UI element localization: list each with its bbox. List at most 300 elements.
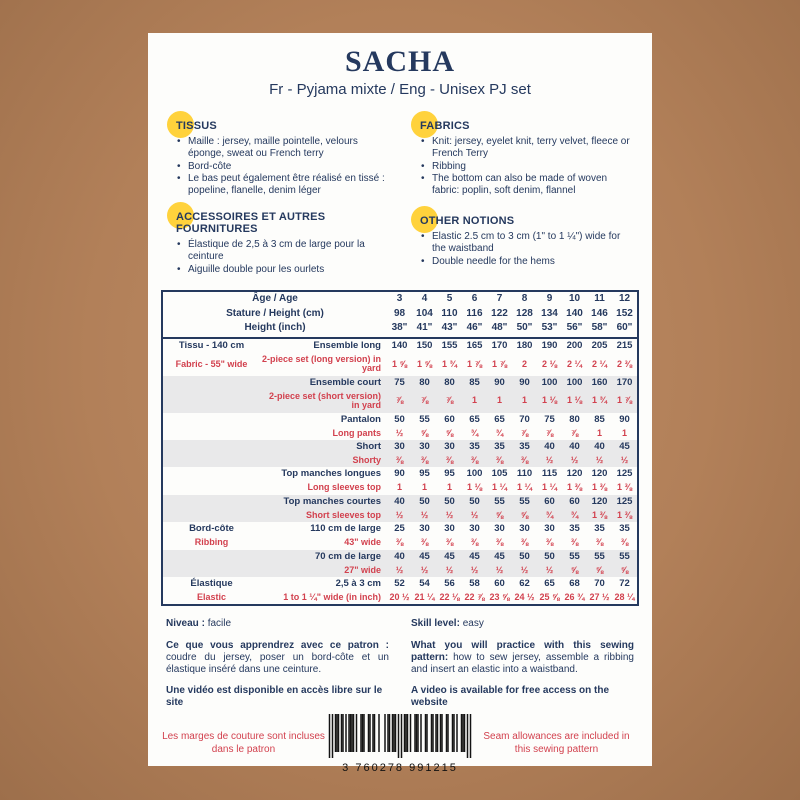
table-cell: 205 (591, 339, 608, 351)
header-value-cell: 116 (466, 307, 483, 319)
table-cell: 140 (391, 339, 408, 351)
level-line-fr: Niveau : facile (166, 618, 232, 630)
header-value-cell: 38" (387, 321, 412, 338)
table-cell: 2 ⅜ (616, 358, 632, 369)
table-cell: 1 ⅜ (616, 482, 632, 493)
table-cell: ¾ (562, 509, 587, 522)
group-label-cell (162, 440, 260, 454)
group-label-cell: Elastic (196, 591, 227, 602)
table-header-row (162, 291, 638, 307)
bottom-text (148, 618, 652, 709)
table-cell: 50 (394, 413, 405, 425)
table-cell: 60 (494, 578, 505, 589)
barcode-digits: 3 760278 991215 (342, 761, 458, 774)
table-cell: 2 ¼ (591, 358, 607, 369)
table-cell: 155 (441, 339, 458, 351)
table-cell: 1 ¼ (541, 482, 557, 493)
group-label-cell (162, 509, 260, 522)
table-cell: 30 (494, 523, 505, 535)
table-cell: ½ (412, 564, 437, 577)
table-cell: ½ (437, 509, 462, 522)
table-cell: ½ (437, 564, 462, 577)
table-cell: 26 ¾ (564, 591, 585, 602)
table-cell: 35 (462, 440, 487, 454)
table-cell: 35 (487, 440, 512, 454)
table-row (162, 376, 638, 390)
header-value-cell: 8 (521, 293, 528, 305)
bullet-item: • Maille : jersey, maille pointelle, velours éponge, sweat ou French terry (188, 136, 390, 160)
table-cell: 1 ⅜ (587, 509, 612, 522)
section-fabrics (410, 116, 634, 198)
table-row (162, 353, 638, 376)
row-label-cell: Long pants (332, 427, 381, 438)
table-cell: 125 (612, 495, 638, 509)
table-cell: 55 (612, 550, 638, 564)
table-cell: 1 ⅞ (612, 390, 638, 413)
row-label-cell: 70 cm de large (260, 550, 387, 564)
table-cell: 68 (569, 578, 580, 589)
table-row (162, 509, 638, 522)
table-cell: 30 (469, 523, 480, 535)
table-cell: ½ (412, 509, 437, 522)
row-label-cell: 2,5 à 3 cm (335, 578, 381, 589)
table-cell: 1 ¾ (441, 358, 457, 369)
video-line-fr: Une vidéo est disponible en accès libre sur le site (166, 685, 383, 709)
table-row (162, 440, 638, 454)
table-cell: 1 (512, 390, 537, 413)
group-label-cell (162, 481, 260, 494)
table-cell: ½ (462, 509, 487, 522)
table-cell: 24 ½ (514, 591, 535, 602)
table-cell: ⅜ (520, 537, 529, 548)
header-value-cell: 53" (537, 321, 562, 338)
table-cell: ⅜ (470, 537, 479, 548)
table-row (162, 338, 638, 353)
table-cell: 35 (594, 523, 605, 535)
section-notions (410, 211, 634, 276)
table-cell: 30 (437, 440, 462, 454)
table-cell: ⅜ (545, 537, 554, 548)
section-tissus-heading: TISSUS (176, 120, 217, 132)
row-label-cell: Short (260, 440, 387, 454)
table-cell: ⅝ (512, 509, 537, 522)
table-cell: ½ (487, 564, 512, 577)
table-cell: 1 ¾ (587, 390, 612, 413)
table-cell: 1 (421, 482, 427, 493)
table-cell: 80 (437, 376, 462, 390)
table-cell: ⅞ (520, 427, 529, 438)
table-cell: 30 (412, 440, 437, 454)
table-cell: 70 (519, 413, 530, 425)
barcode-bars-icon (325, 714, 475, 758)
table-cell: ⅜ (387, 454, 412, 467)
header-value-cell: 152 (616, 307, 633, 319)
group-label-cell: Tissu - 140 cm (178, 339, 245, 351)
table-cell: 27 ½ (589, 591, 610, 602)
table-cell: 100 (466, 468, 483, 480)
table-cell: 55 (419, 413, 430, 425)
table-cell: ⅜ (445, 537, 454, 548)
table-cell: 55 (512, 495, 537, 509)
seam-note-en: Seam allowances are included in this sewing pattern (483, 731, 630, 755)
table-cell: 21 ¼ (414, 591, 435, 602)
table-cell: 80 (569, 413, 580, 425)
bullet-item: • The bottom can also be made of woven fabric: poplin, soft denim, flannel (432, 173, 634, 197)
header-value-cell: 146 (591, 307, 608, 319)
table-cell: 160 (587, 376, 612, 390)
table-cell: 55 (487, 495, 512, 509)
table-cell: ⅝ (562, 564, 587, 577)
row-label-cell: 43" wide (344, 537, 381, 548)
table-cell: 180 (516, 339, 533, 351)
table-cell: 200 (566, 339, 583, 351)
header-value-cell: 48" (487, 321, 512, 338)
fabrics-bullet-list (410, 136, 634, 197)
table-cell: 40 (387, 495, 412, 509)
row-label-cell: Long sleeves top (307, 482, 381, 493)
table-row (162, 577, 638, 591)
header-value-cell: 12 (618, 293, 631, 305)
row-label-cell: 1 to 1 ¼" wide (in inch) (283, 591, 381, 602)
table-row (162, 495, 638, 509)
table-cell: 56 (444, 578, 455, 589)
bottom-english-column (411, 618, 634, 709)
table-cell: ⅝ (445, 427, 454, 438)
table-cell: 105 (491, 468, 508, 480)
table-cell: 90 (487, 376, 512, 390)
table-header-row (162, 307, 638, 322)
section-accessoires (166, 211, 390, 276)
table-cell: 85 (594, 413, 605, 425)
accessoires-bullet-list (166, 239, 390, 275)
notions-bullet-list (410, 231, 634, 267)
table-cell: 60 (444, 413, 455, 425)
table-cell: 1 ⅝ (416, 358, 432, 369)
table-cell: ⅝ (612, 564, 638, 577)
table-cell: 50 (412, 495, 437, 509)
table-cell: ½ (512, 564, 537, 577)
row-label-cell: Top manches longues (281, 468, 381, 480)
table-cell: 1 (396, 482, 402, 493)
header-value-cell: 5 (446, 293, 453, 305)
header-value-cell: 11 (594, 293, 605, 305)
table-row (162, 550, 638, 564)
group-label-cell (162, 495, 260, 509)
bullet-item: • Bord-côte (188, 161, 390, 173)
table-cell: ⅜ (412, 454, 437, 467)
table-cell: 1 (487, 390, 512, 413)
table-cell: 100 (562, 376, 587, 390)
table-cell: 190 (541, 339, 558, 351)
table-cell: 50 (437, 495, 462, 509)
table-cell: 1 ⅝ (391, 358, 407, 369)
table-cell: 75 (387, 376, 412, 390)
bullet-item: • Elastic 2.5 cm to 3 cm (1" to 1 ¼") wide for the waistband (432, 231, 634, 255)
table-cell: ½ (587, 454, 612, 467)
table-cell: 90 (619, 413, 630, 425)
group-label-cell (162, 454, 260, 467)
header-value-cell: 140 (566, 307, 583, 319)
table-cell: 165 (466, 339, 483, 351)
table-cell: 45 (487, 550, 512, 564)
table-cell: 30 (519, 523, 530, 535)
table-cell: ⅜ (495, 537, 504, 548)
pattern-envelope-back (148, 33, 652, 774)
table-cell: 45 (462, 550, 487, 564)
table-cell: ⅜ (462, 454, 487, 467)
table-cell: 75 (544, 413, 555, 425)
row-label-cell: Shorty (260, 454, 387, 467)
group-label-cell (162, 390, 260, 413)
table-cell: 1 ⅜ (591, 482, 607, 493)
table-cell: 65 (469, 413, 480, 425)
table-cell: 40 (387, 550, 412, 564)
table-cell: 85 (462, 376, 487, 390)
header-value-cell: 60" (612, 321, 638, 338)
table-cell: 95 (419, 468, 430, 480)
table-cell: 45 (437, 550, 462, 564)
table-cell: 1 ¼ (516, 482, 532, 493)
bullet-item: • Le bas peut également être réalisé en tissé : popeline, flanelle, denim léger (188, 173, 390, 197)
table-row (162, 522, 638, 536)
table-row (162, 454, 638, 467)
table-cell: ¾ (495, 427, 504, 438)
table-cell: 30 (444, 523, 455, 535)
table-cell: ⅜ (437, 454, 462, 467)
header-value-cell: 104 (416, 307, 433, 319)
table-cell: 115 (541, 468, 558, 480)
bullet-item: • Knit: jersey, eyelet knit, terry velvet, fleece or French Terry (432, 136, 634, 160)
table-cell: 1 ⅜ (612, 509, 638, 522)
table-cell: 1 ⅜ (566, 482, 582, 493)
group-label-cell: Bord-côte (189, 523, 234, 535)
header-label: Height (inch) (162, 321, 387, 338)
table-row (162, 427, 638, 440)
table-cell: 1 ⅞ (466, 358, 482, 369)
table-cell: 215 (616, 339, 633, 351)
table-row (162, 564, 638, 577)
bottom-french-column (166, 618, 389, 709)
table-cell: 120 (587, 495, 612, 509)
group-label-cell (162, 564, 260, 577)
table-cell: 110 (516, 468, 533, 480)
group-label-cell (162, 376, 260, 390)
table-cell: 120 (591, 468, 608, 480)
table-cell: 1 ⅛ (562, 390, 587, 413)
table-cell: 25 ⅝ (539, 591, 560, 602)
table-cell: 35 (569, 523, 580, 535)
bullet-item: • Double needle for the hems (432, 256, 634, 268)
table-cell: ½ (395, 427, 404, 438)
header-value-cell: 50" (512, 321, 537, 338)
row-label-cell: 27" wide (260, 564, 387, 577)
table-cell: 55 (562, 550, 587, 564)
table-cell: 1 ¼ (491, 482, 507, 493)
table-cell: 1 (596, 427, 602, 438)
table-cell: 72 (619, 578, 630, 589)
group-label-cell: Élastique (190, 578, 233, 589)
table-cell: 90 (512, 376, 537, 390)
table-row (162, 481, 638, 494)
header-value-cell: 6 (471, 293, 478, 305)
table-cell: 170 (612, 376, 638, 390)
header-value-cell: 7 (496, 293, 503, 305)
group-label-cell (162, 550, 260, 564)
table-cell: ½ (537, 454, 562, 467)
table-row (162, 536, 638, 549)
table-cell: 1 (462, 390, 487, 413)
table-cell: ⅜ (595, 537, 604, 548)
header-value-cell: 4 (421, 293, 428, 305)
table-cell: 22 ⅛ (439, 591, 460, 602)
page-subtitle: Fr - Pyjama mixte / Eng - Unisex PJ set (269, 81, 531, 98)
header-value-cell: 43" (437, 321, 462, 338)
table-cell: 35 (619, 523, 630, 535)
row-label-cell: Pantalon (340, 413, 381, 425)
table-row (162, 413, 638, 427)
table-cell: 70 (594, 578, 605, 589)
table-cell: 45 (412, 550, 437, 564)
table-cell: 40 (537, 440, 562, 454)
table-cell: 58 (469, 578, 480, 589)
table-cell: 52 (394, 578, 405, 589)
table-cell: 28 ¼ (614, 591, 635, 602)
table-cell: ⅜ (487, 454, 512, 467)
row-label-cell: 2-piece set (short version) in yard (260, 390, 387, 413)
row-label-cell: Short sleeves top (260, 509, 387, 522)
tissus-bullet-list (166, 136, 390, 197)
table-cell: ⅞ (545, 427, 554, 438)
table-cell: ⅞ (437, 390, 462, 413)
row-label-cell: 110 cm de large (310, 523, 381, 535)
table-cell: ⅜ (395, 537, 404, 548)
group-label-cell (162, 413, 260, 427)
header-value-cell: 9 (546, 293, 553, 305)
table-cell: ½ (562, 454, 587, 467)
table-cell: ⅞ (412, 390, 437, 413)
bullet-item: • Ribbing (432, 161, 634, 173)
table-cell: ⅜ (512, 454, 537, 467)
table-cell: ¾ (470, 427, 479, 438)
video-line-en: A video is available for free access on the website (411, 685, 610, 709)
table-cell: ½ (612, 454, 638, 467)
table-cell: 54 (419, 578, 430, 589)
group-label-cell (162, 427, 260, 440)
notes-and-barcode (148, 714, 652, 774)
header-value-cell: 122 (491, 307, 508, 319)
row-label-cell: 2-piece set (long version) in yard (261, 353, 381, 374)
header-label: Âge / Age (252, 293, 298, 305)
barcode (325, 714, 475, 774)
header-value-cell: 41" (412, 321, 437, 338)
table-cell: 1 ⅛ (466, 482, 482, 493)
table-cell: 55 (587, 550, 612, 564)
table-cell: ⅜ (620, 537, 629, 548)
size-table (161, 290, 639, 606)
seam-note-fr: Les marges de couture sont incluses dans le patron (162, 731, 325, 755)
table-row (162, 390, 638, 413)
table-cell: 50 (537, 550, 562, 564)
table-cell: 170 (491, 339, 508, 351)
table-cell: 20 ½ (389, 591, 410, 602)
table-cell: 65 (544, 578, 555, 589)
table-cell: 60 (562, 495, 587, 509)
table-cell: ⅜ (420, 537, 429, 548)
table-cell: 30 (387, 440, 412, 454)
table-row (162, 467, 638, 481)
table-cell: 90 (394, 468, 405, 480)
table-cell: 2 ¼ (566, 358, 582, 369)
header-value-cell: 98 (393, 307, 406, 319)
table-cell: ¾ (537, 509, 562, 522)
table-cell: 120 (566, 468, 583, 480)
learn-paragraph-fr: Ce que vous apprendrez avec ce patron : coudre du jersey, poser un bord-côte et un élastique inséré dans une ceinture. (166, 639, 389, 675)
table-cell: ½ (462, 564, 487, 577)
header-label: Stature / Height (cm) (226, 307, 324, 319)
level-line-en: Skill level: easy (411, 618, 484, 630)
table-cell: 1 (621, 427, 627, 438)
table-cell: 35 (512, 440, 537, 454)
table-cell: 95 (444, 468, 455, 480)
table-cell: 2 ⅛ (541, 358, 557, 369)
header-value-cell: 58" (587, 321, 612, 338)
header-value-cell: 46" (462, 321, 487, 338)
table-cell: 45 (612, 440, 638, 454)
table-cell: 125 (616, 468, 633, 480)
page-title: SACHA (344, 45, 455, 78)
table-cell: ½ (537, 564, 562, 577)
table-cell: 62 (519, 578, 530, 589)
table-cell: 23 ⅝ (489, 591, 510, 602)
header-value-cell: 128 (516, 307, 533, 319)
table-cell: 2 (521, 358, 527, 369)
table-cell: 80 (412, 376, 437, 390)
header-value-cell: 134 (541, 307, 558, 319)
table-cell: 40 (562, 440, 587, 454)
table-cell: ⅞ (570, 427, 579, 438)
table-cell: ⅝ (587, 564, 612, 577)
section-accessoires-heading: ACCESSOIRES ET AUTRES FOURNITURES (176, 211, 390, 235)
header-value-cell: 3 (396, 293, 403, 305)
header-value-cell: 10 (568, 293, 581, 305)
table-cell: 1 (446, 482, 452, 493)
table-cell: 1 ⅞ (491, 358, 507, 369)
table-cell: 30 (544, 523, 555, 535)
section-tissus (166, 116, 390, 198)
section-fabrics-heading: FABRICS (420, 120, 470, 132)
group-label-cell: Fabric - 55" wide (175, 358, 248, 369)
table-cell: 1 ⅛ (537, 390, 562, 413)
table-cell: 65 (494, 413, 505, 425)
row-label-cell: Ensemble long (313, 339, 381, 351)
table-cell: ½ (387, 509, 412, 522)
bullet-item: • Aiguille double pour les ourlets (188, 264, 390, 276)
header-value-cell: 110 (441, 307, 458, 319)
info-sections (148, 116, 652, 276)
table-cell: 30 (419, 523, 430, 535)
table-cell: ⅜ (570, 537, 579, 548)
section-notions-heading: OTHER NOTIONS (420, 215, 514, 227)
table-cell: ⅝ (420, 427, 429, 438)
table-cell: ½ (387, 564, 412, 577)
group-label-cell (162, 467, 260, 481)
table-cell: ⅝ (487, 509, 512, 522)
table-cell: 22 ⅞ (464, 591, 485, 602)
table-cell: ⅞ (387, 390, 412, 413)
table-cell: 60 (537, 495, 562, 509)
table-header-row (162, 321, 638, 338)
group-label-cell: Ribbing (194, 537, 229, 548)
